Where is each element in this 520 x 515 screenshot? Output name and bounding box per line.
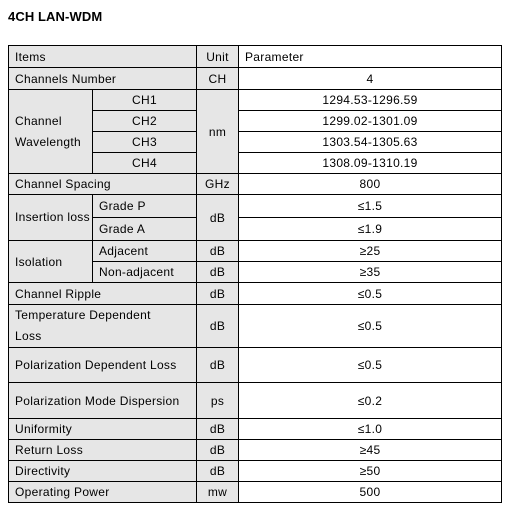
channel-name: CH3 — [93, 132, 197, 153]
channel-name: CH1 — [93, 90, 197, 111]
table-row — [9, 482, 502, 503]
row-unit: mw — [197, 482, 239, 503]
row-unit: dB — [197, 283, 239, 305]
table-row — [9, 283, 502, 305]
row-unit: nm — [197, 90, 239, 174]
row-unit: dB — [197, 241, 239, 262]
row-unit: GHz — [197, 174, 239, 195]
row-label: Polarization Mode Dispersion — [9, 383, 197, 419]
row-value: 500 — [239, 482, 502, 503]
table-row — [9, 90, 502, 111]
table-row — [9, 419, 502, 440]
page-title: 4CH LAN-WDM — [8, 9, 103, 24]
table-row — [9, 461, 502, 482]
table-row — [9, 348, 502, 383]
row-unit: dB — [197, 440, 239, 461]
row-value: ≤1.5 — [239, 195, 502, 218]
row-unit: dB — [197, 348, 239, 383]
row-label: Insertion loss — [9, 195, 93, 241]
row-value: ≤0.2 — [239, 383, 502, 419]
grade-name: Grade A — [93, 218, 197, 241]
row-label: Channel Ripple — [9, 283, 197, 305]
row-label: Return Loss — [9, 440, 197, 461]
row-value: ≤0.5 — [239, 283, 502, 305]
row-value: ≥25 — [239, 241, 502, 262]
table-row — [9, 440, 502, 461]
row-label: Channel Spacing — [9, 174, 197, 195]
header-items: Items — [9, 46, 197, 68]
row-label: Polarization Dependent Loss — [9, 348, 197, 383]
row-value: 1299.02-1301.09 — [239, 111, 502, 132]
row-value: 1308.09-1310.19 — [239, 153, 502, 174]
row-label: Isolation — [9, 241, 93, 283]
table-row — [9, 305, 502, 348]
row-label: Uniformity — [9, 419, 197, 440]
row-value: ≥35 — [239, 262, 502, 283]
table-row — [9, 241, 502, 262]
row-label: Channel Wavelength — [9, 90, 93, 174]
grade-name: Grade P — [93, 195, 197, 218]
row-value: ≤1.0 — [239, 419, 502, 440]
row-value: ≤0.5 — [239, 305, 502, 348]
row-value: 4 — [239, 68, 502, 90]
row-value: ≥50 — [239, 461, 502, 482]
row-unit: dB — [197, 419, 239, 440]
channel-name: CH4 — [93, 153, 197, 174]
row-value: 800 — [239, 174, 502, 195]
row-unit: dB — [197, 305, 239, 348]
table-row — [9, 68, 502, 90]
isolation-type: Non-adjacent — [93, 262, 197, 283]
isolation-type: Adjacent — [93, 241, 197, 262]
row-label: Directivity — [9, 461, 197, 482]
row-label: Temperature Dependent Loss — [9, 305, 197, 348]
row-value: ≤0.5 — [239, 348, 502, 383]
channel-name: CH2 — [93, 111, 197, 132]
table-header-row — [9, 46, 502, 68]
header-unit: Unit — [197, 46, 239, 68]
row-unit: dB — [197, 461, 239, 482]
row-unit: dB — [197, 195, 239, 241]
table-row — [9, 383, 502, 419]
row-unit: dB — [197, 262, 239, 283]
row-value: 1294.53-1296.59 — [239, 90, 502, 111]
row-label: Channels Number — [9, 68, 197, 90]
row-unit: CH — [197, 68, 239, 90]
row-value: ≤1.9 — [239, 218, 502, 241]
table-row — [9, 174, 502, 195]
row-unit: ps — [197, 383, 239, 419]
row-value: 1303.54-1305.63 — [239, 132, 502, 153]
spec-table — [8, 45, 502, 503]
row-label: Operating Power — [9, 482, 197, 503]
table-row — [9, 195, 502, 218]
row-value: ≥45 — [239, 440, 502, 461]
header-parameter: Parameter — [239, 46, 502, 68]
